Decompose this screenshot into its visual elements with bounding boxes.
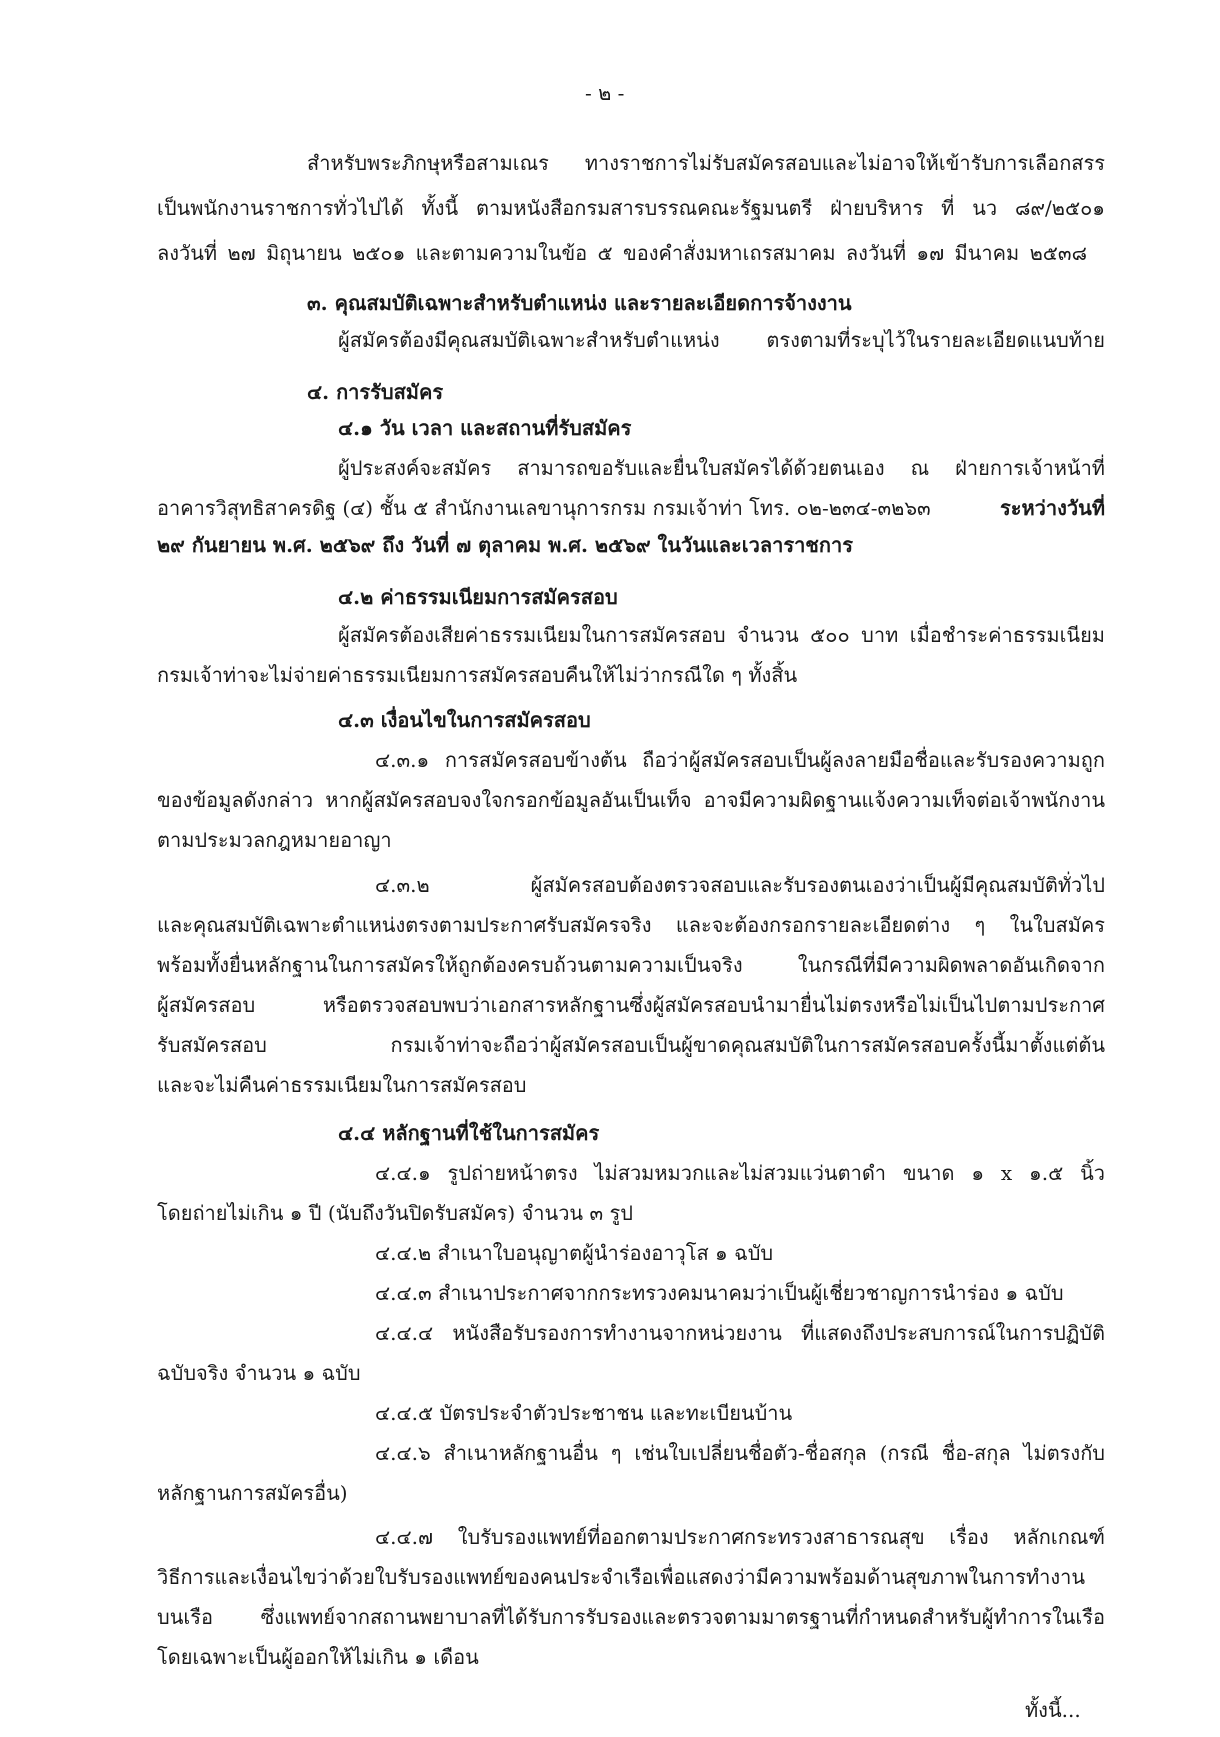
section-4-3-2-line-3: พร้อมทั้งยื่นหลักฐานในการสมัครให้ถูกต้องครบถ้วนตามความเป็นจริง ในกรณีที่มีความผิดพลาดอันเกิดจาก xyxy=(157,953,1105,977)
item-4-4-7-line-1: ๔.๔.๗ ใบรับรองแพทย์ที่ออกตามประกาศกระทรวงสาธารณสุข เรื่อง หลักเกณฑ์ xyxy=(375,1525,1105,1549)
item-4-4-7-line-4: โดยเฉพาะเป็นผู้ออกให้ไม่เกิน ๑ เดือน xyxy=(157,1645,479,1669)
application-period-start-label: ระหว่างวันที่ xyxy=(1000,496,1105,520)
section-4-heading: ๔. การรับสมัคร xyxy=(307,380,444,404)
section-4-2-line-1: ผู้สมัครต้องเสียค่าธรรมเนียมในการสมัครสอบ จำนวน ๕๐๐ บาท เมื่อชำระค่าธรรมเนียม xyxy=(338,623,1105,647)
item-4-4-3: ๔.๔.๓ สำเนาประกาศจากกระทรวงคมนาคมว่าเป็นผู้เชี่ยวชาญการนำร่อง ๑ ฉบับ xyxy=(375,1281,1064,1305)
continuation-marker: ทั้งนี้... xyxy=(1025,1698,1081,1722)
page-number: - ๒ - xyxy=(585,81,625,105)
section-4-3-1-line-1: ๔.๓.๑ การสมัครสอบข้างต้น ถือว่าผู้สมัครสอบเป็นผู้ลงลายมือชื่อและรับรองความถูก xyxy=(375,748,1105,772)
item-4-4-1-line-2: โดยถ่ายไม่เกิน ๑ ปี (นับถึงวันปิดรับสมัคร) จำนวน ๓ รูป xyxy=(157,1201,633,1225)
item-4-4-4-line-1: ๔.๔.๔ หนังสือรับรองการทำงานจากหน่วยงาน ที่แสดงถึงประสบการณ์ในการปฏิบัติ xyxy=(375,1321,1105,1345)
item-4-4-4-line-2: ฉบับจริง จำนวน ๑ ฉบับ xyxy=(157,1361,361,1385)
section-4-3-1-line-2: ของข้อมูลดังกล่าว หากผู้สมัครสอบจงใจกรอกข้อมูลอันเป็นเท็จ อาจมีความผิดฐานแจ้งความเท็จต่อเจ้าพนักงาน xyxy=(157,788,1105,812)
section-4-1-line-2-text: อาคารวิสุทธิสาครดิฐ (๔) ชั้น ๕ สำนักงานเลขานุการกรม กรมเจ้าท่า โทร. ๐๒-๒๓๔-๓๒๖๓ xyxy=(157,496,931,520)
section-3-body: ผู้สมัครต้องมีคุณสมบัติเฉพาะสำหรับตำแหน่ง ตรงตามที่ระบุไว้ในรายละเอียดแนบท้าย xyxy=(338,328,1105,352)
section-4-3-1-line-3: ตามประมวลกฎหมายอาญา xyxy=(157,828,392,852)
intro-line-3: ลงวันที่ ๒๗ มิถุนายน ๒๕๐๑ และตามความในข้อ ๕ ของคำสั่งมหาเถรสมาคม ลงวันที่ ๑๗ มีนาคม ๒๕๓๘ xyxy=(157,241,1087,265)
item-4-4-6-line-1: ๔.๔.๖ สำเนาหลักฐานอื่น ๆ เช่นใบเปลี่ยนชื่อตัว-ชื่อสกุล (กรณี ชื่อ-สกุล ไม่ตรงกับ xyxy=(375,1441,1105,1465)
item-4-4-7-line-2: วิธีการและเงื่อนไขว่าด้วยใบรับรองแพทย์ของคนประจำเรือเพื่อแสดงว่ามีความพร้อมด้านสุขภาพในการทำงาน xyxy=(157,1565,1086,1589)
section-4-2-line-2: กรมเจ้าท่าจะไม่จ่ายค่าธรรมเนียมการสมัครสอบคืนให้ไม่ว่ากรณีใด ๆ ทั้งสิ้น xyxy=(157,663,798,687)
section-4-1-line-1: ผู้ประสงค์จะสมัคร สามารถขอรับและยื่นใบสมัครได้ด้วยตนเอง ณ ฝ่ายการเจ้าหน้าที่ xyxy=(338,456,1105,480)
section-4-1-heading: ๔.๑ วัน เวลา และสถานที่รับสมัคร xyxy=(338,416,632,440)
section-4-3-2-line-4: ผู้สมัครสอบ หรือตรวจสอบพบว่าเอกสารหลักฐานซึ่งผู้สมัครสอบนำมายื่นไม่ตรงหรือไม่เป็นไปตามประกาศ xyxy=(157,993,1105,1017)
intro-line-1: สำหรับพระภิกษุหรือสามเณร ทางราชการไม่รับสมัครสอบและไม่อาจให้เข้ารับการเลือกสรร xyxy=(307,151,1105,175)
section-3-heading: ๓. คุณสมบัติเฉพาะสำหรับตำแหน่ง และรายละเอียดการจ้างงาน xyxy=(307,291,852,315)
section-4-4-heading: ๔.๔ หลักฐานที่ใช้ในการสมัคร xyxy=(338,1121,600,1145)
item-4-4-1-line-1: ๔.๔.๑ รูปถ่ายหน้าตรง ไม่สวมหมวกและไม่สวมแว่นตาดำ ขนาด ๑ x ๑.๕ นิ้ว xyxy=(375,1161,1105,1185)
section-4-2-heading: ๔.๒ ค่าธรรมเนียมการสมัครสอบ xyxy=(338,585,618,609)
section-4-3-2-line-1: ๔.๓.๒ ผู้สมัครสอบต้องตรวจสอบและรับรองตนเองว่าเป็นผู้มีคุณสมบัติทั่วไป xyxy=(375,873,1105,897)
section-4-3-2-line-5: รับสมัครสอบ กรมเจ้าท่าจะถือว่าผู้สมัครสอบเป็นผู้ขาดคุณสมบัติในการสมัครสอบครั้งนี้มาตั้งแต่ต้น xyxy=(157,1033,1105,1057)
item-4-4-6-line-2: หลักฐานการสมัครอื่น) xyxy=(157,1481,348,1505)
item-4-4-5: ๔.๔.๕ บัตรประจำตัวประชาชน และทะเบียนบ้าน xyxy=(375,1401,793,1425)
application-period: ๒๙ กันยายน พ.ศ. ๒๕๖๙ ถึง วันที่ ๗ ตุลาคม พ.ศ. ๒๕๖๙ ในวันและเวลาราชการ xyxy=(157,533,853,557)
intro-line-2: เป็นพนักงานราชการทั่วไปได้ ทั้งนี้ ตามหนังสือกรมสารบรรณคณะรัฐมนตรี ฝ่ายบริหาร ที่ นว ๘๙/๒๕๐๑ xyxy=(157,196,1105,220)
item-4-4-7-line-3: บนเรือ ซึ่งแพทย์จากสถานพยาบาลที่ได้รับการรับรองและตรวจตามมาตรฐานที่กำหนดสำหรับผู้ทำการในเรือ xyxy=(157,1605,1105,1629)
item-4-4-2: ๔.๔.๒ สำเนาใบอนุญาตผู้นำร่องอาวุโส ๑ ฉบับ xyxy=(375,1241,774,1265)
section-4-3-heading: ๔.๓ เงื่อนไขในการสมัครสอบ xyxy=(338,708,591,732)
section-4-3-2-line-2: และคุณสมบัติเฉพาะตำแหน่งตรงตามประกาศรับสมัครจริง และจะต้องกรอกรายละเอียดต่าง ๆ ในใบสมัคร xyxy=(157,913,1105,937)
section-4-3-2-line-6: และจะไม่คืนค่าธรรมเนียมในการสมัครสอบ xyxy=(157,1073,527,1097)
section-4-1-line-2 xyxy=(157,493,1105,523)
